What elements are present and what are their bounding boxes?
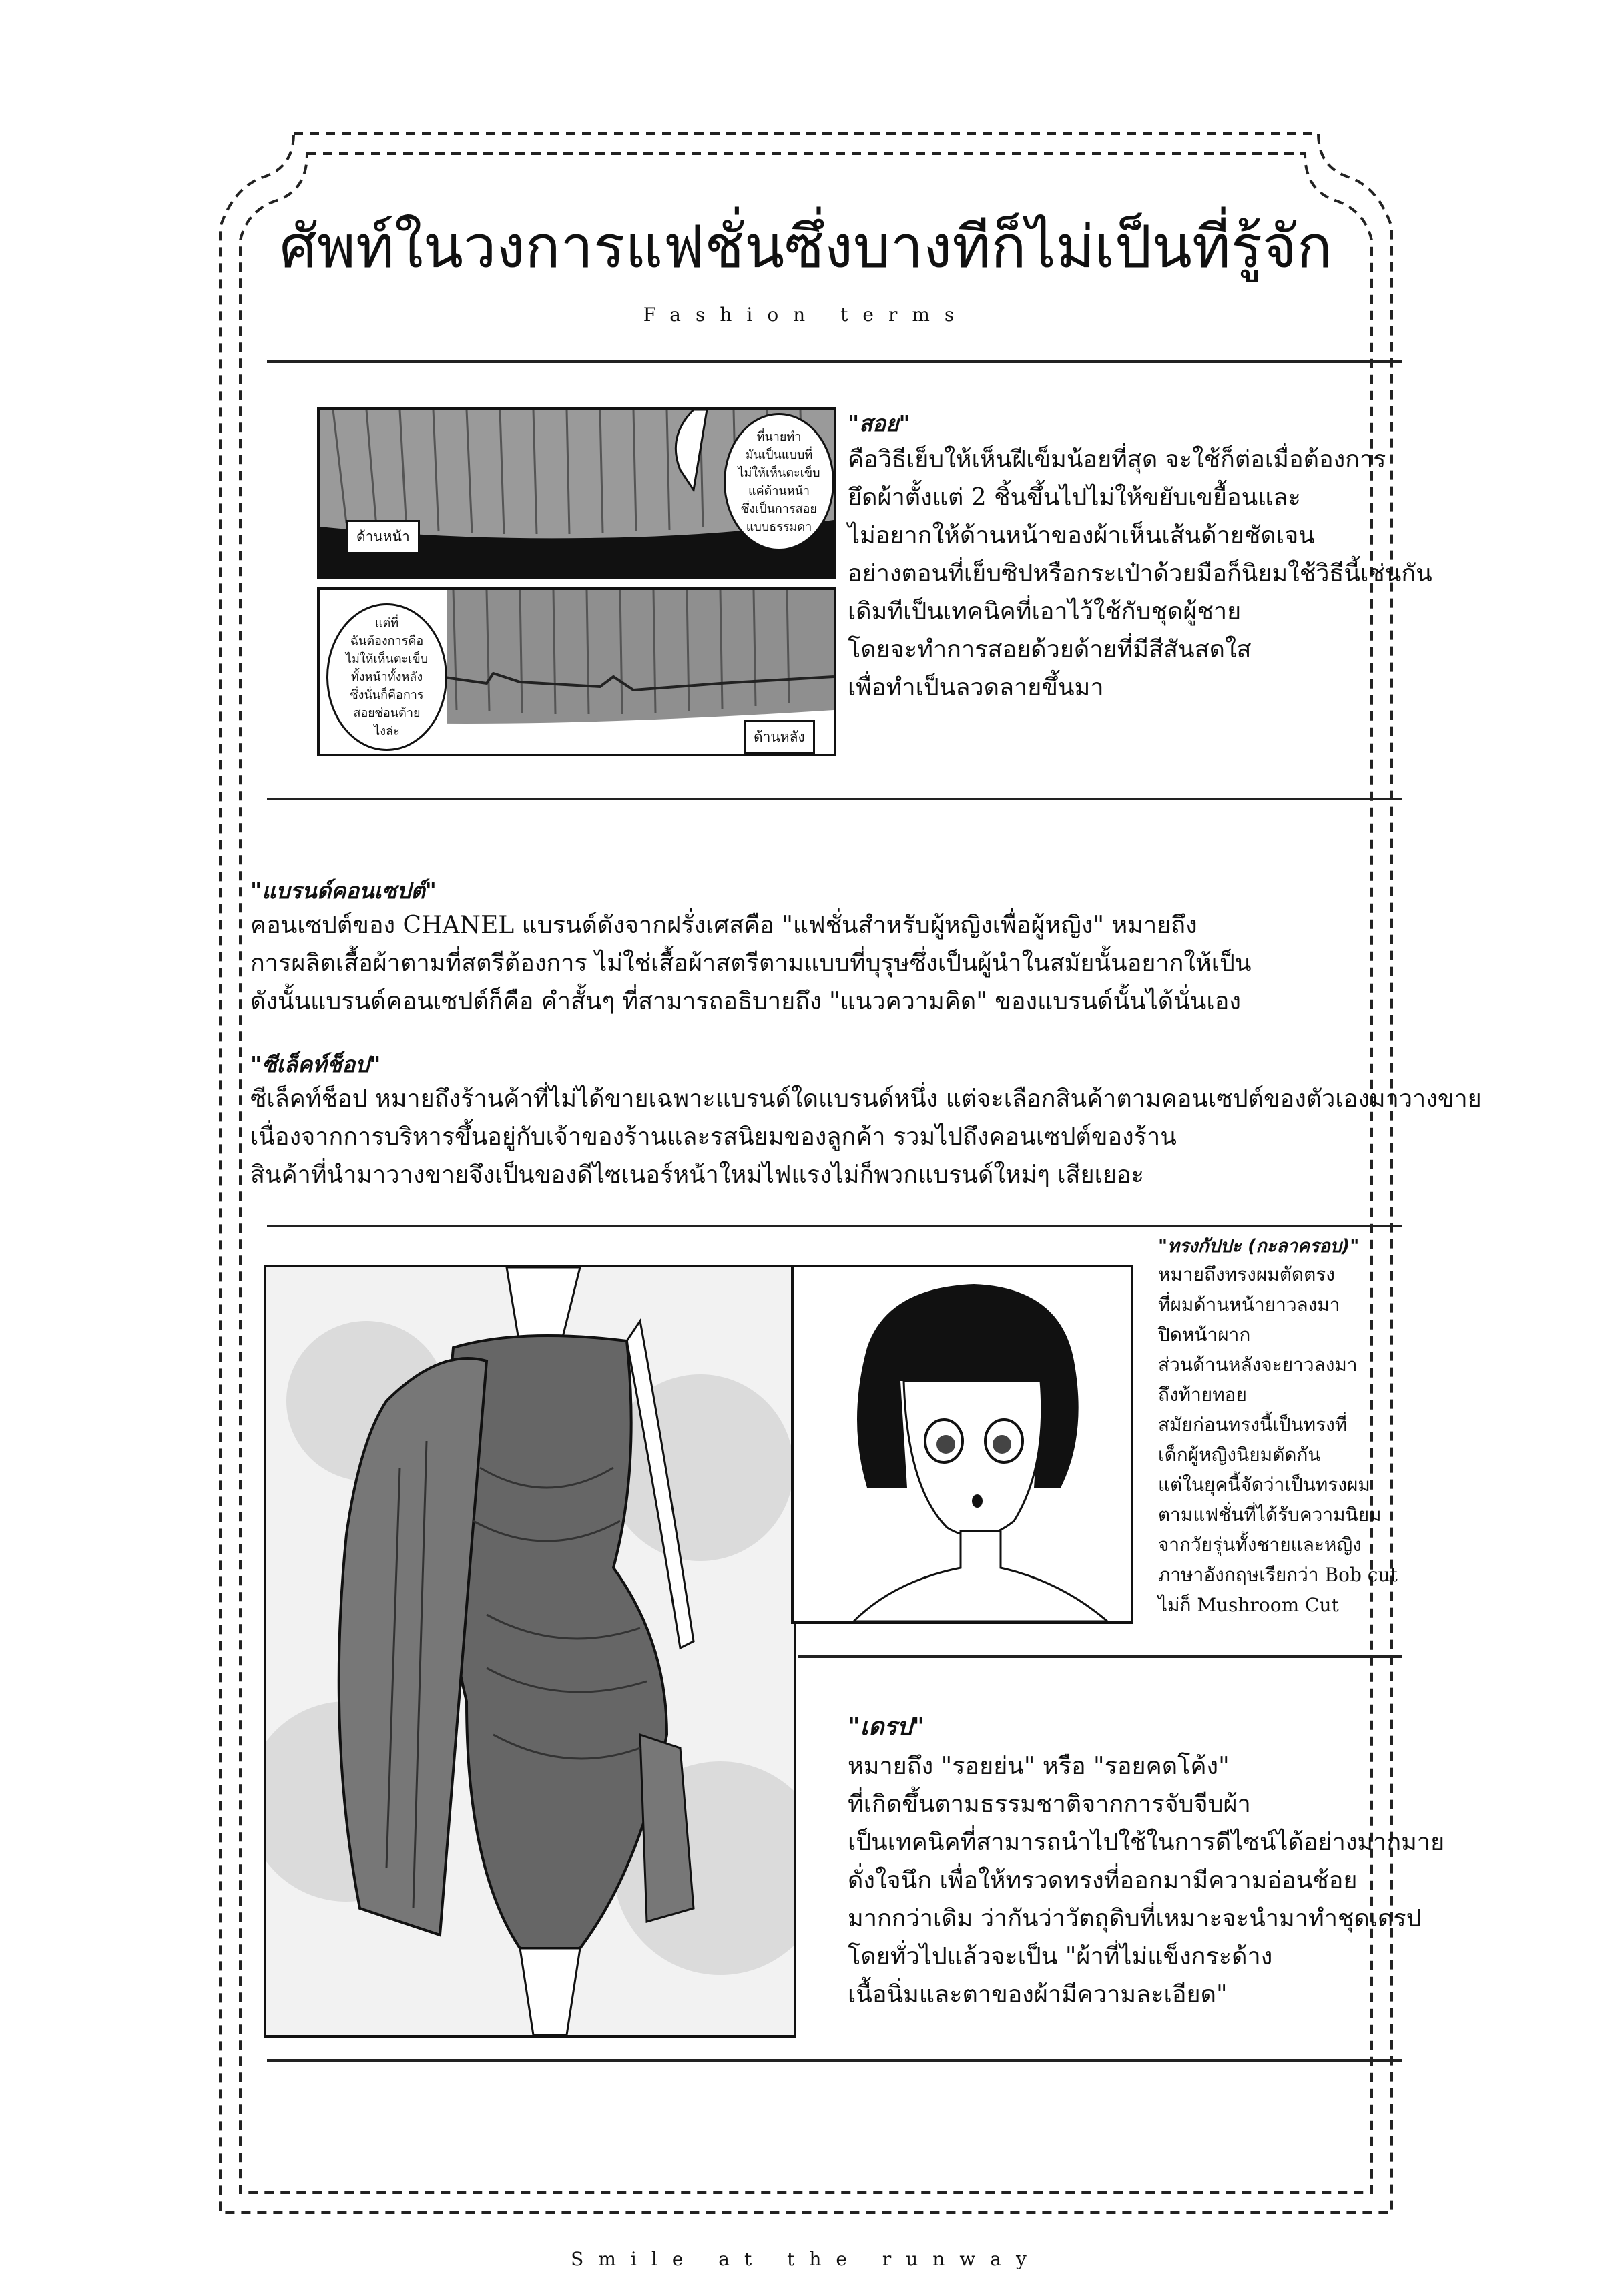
text-line: ตามแฟชั่นที่ได้รับความนิยม xyxy=(1158,1504,1382,1526)
text-line: โดยทั่วไปแล้วจะเป็น "ผ้าที่ไม่แข็งกระด้าง xyxy=(848,1943,1273,1970)
drape-dress-art xyxy=(266,1267,794,2035)
caption-front-label: ด้านหน้า xyxy=(346,520,420,554)
manga-panel-drape-dress xyxy=(264,1265,796,2038)
manga-panel-bob-cut xyxy=(791,1265,1133,1624)
term-heading-drape: "เดรป" xyxy=(848,1713,925,1741)
text-line: จากวัยรุ่นทั้งชายและหญิง xyxy=(1158,1534,1362,1556)
text-line: หมายถึง "รอยย่น" หรือ "รอยคดโค้ง" xyxy=(848,1753,1230,1780)
text-line: เพื่อทำเป็นลวดลายขึ้นมา xyxy=(848,674,1104,701)
caption-back-label: ด้านหลัง xyxy=(744,720,815,754)
term-body-bob xyxy=(1158,1259,1398,1620)
text-line: สินค้าที่นำมาวางขายจึงเป็นของดีไซเนอร์หน้าใหม่ไฟแรงไม่ก็พวกแบรนด์ใหม่ๆ เสียเยอะ xyxy=(250,1161,1144,1189)
text-line: เนื้อนิ่มและตาของผ้ามีความละเอียด" xyxy=(848,1981,1228,2008)
text-line: เด็กผู้หญิงนิยมตัดกัน xyxy=(1158,1444,1321,1466)
text-line: อย่างตอนที่เย็บซิปหรือกระเป๋าด้วยมือก็นิยมใช้วิธีนี้เช่นกัน xyxy=(848,560,1432,587)
speech-bubble: แต่ที่ ฉันต้องการคือ ไม่ให้เห็นตะเข็บ ทั้งหน้าทั้งหลัง ซึ่งนั่นก็คือการ สอยซ่อนด้าย ไงล่ะ xyxy=(326,603,447,751)
text-line: สมัยก่อนทรงนี้เป็นทรงที่ xyxy=(1158,1414,1348,1436)
page-footer: Smile at the runway xyxy=(571,2248,1041,2270)
text-line: ยึดผ้าตั้งแต่ 2 ชิ้นขึ้นไปไม่ให้ขยับเขยื้อนและ xyxy=(848,484,1301,511)
text-line: การผลิตเสื้อผ้าตามที่สตรีต้องการ ไม่ใช่เสื้อผ้าสตรีตามแบบที่บุรุษซึ่งเป็นผู้นำในสมัยนั้นอยากให้เป็น xyxy=(250,950,1252,977)
text-line: ไม่ก็ Mushroom Cut xyxy=(1158,1594,1339,1616)
text-line: เดิมทีเป็นเทคนิคที่เอาไว้ใช้กับชุดผู้ชาย xyxy=(848,598,1242,625)
term-heading-soi: "สอย" xyxy=(848,410,910,437)
text-line: ส่วนด้านหลังจะยาวลงมา xyxy=(1158,1354,1358,1376)
text-line: มากกว่าเดิม ว่ากันว่าวัตถุดิบที่เหมาะจะนำมาทำชุดเดรป xyxy=(848,1905,1422,1932)
text-line: ถึงท้ายทอย xyxy=(1158,1384,1247,1406)
divider-rule xyxy=(267,2059,1402,2062)
manga-panel-stitch-front xyxy=(317,407,836,579)
page-title: ศัพท์ในวงการแฟชั่นซึ่งบางทีก็ไม่เป็นที่รู้จัก xyxy=(280,212,1332,281)
text-line: ดั่งใจนึก เพื่อให้ทรวดทรงที่ออกมามีความอ่อนช้อย xyxy=(848,1867,1358,1894)
term-heading-bob: "ทรงกัปปะ (กะลาครอบ)" xyxy=(1158,1236,1360,1257)
text-line: ดังนั้นแบรนด์คอนเซปต์ก็คือ คำสั้นๆ ที่สามารถอธิบายถึง "แนวความคิด" ของแบรนด์นั้นได้นั่นเอง xyxy=(250,988,1241,1015)
text-line: ซีเล็คท์ช็อป หมายถึงร้านค้าที่ไม่ได้ขายเฉพาะแบรนด์ใดแบรนด์หนึ่ง แต่จะเลือกสินค้าตามคอนเซปต์ของตัวเองมาวางขาย xyxy=(250,1085,1482,1113)
text-line: โดยจะทำการสอยด้วยด้ายที่มีสีสันสดใส xyxy=(848,636,1252,663)
page-subtitle: Fashion terms xyxy=(643,304,969,326)
text-line: ปิดหน้าผาก xyxy=(1158,1324,1251,1346)
term-heading-brand-concept: "แบรนด์คอนเซปต์" xyxy=(250,878,437,904)
text-line: ไม่อยากให้ด้านหน้าของผ้าเห็นเส้นด้ายชัดเจน xyxy=(848,522,1315,549)
manga-panel-stitch-back xyxy=(317,587,836,756)
text-line: คือวิธีเย็บให้เห็นฝีเข็มน้อยที่สุด จะใช้ก็ต่อเมื่อต้องการ xyxy=(848,446,1386,473)
divider-rule xyxy=(267,360,1402,363)
divider-rule xyxy=(267,798,1402,800)
term-body-soi xyxy=(848,441,1432,707)
term-body-drape xyxy=(848,1747,1444,2014)
term-body-select-shop xyxy=(250,1080,1482,1194)
text-line: แต่ในยุคนี้จัดว่าเป็นทรงผม xyxy=(1158,1474,1370,1496)
bob-cut-girl-art xyxy=(794,1267,1131,1621)
divider-rule xyxy=(267,1225,1402,1227)
divider-rule xyxy=(798,1655,1402,1658)
text-line: เนื่องจากการบริหารขึ้นอยู่กับเจ้าของร้านและรสนิยมของลูกค้า รวมไปถึงคอนเซปต์ของร้าน xyxy=(250,1123,1177,1151)
text-line: ที่เกิดขึ้นตามธรรมชาติจากการจับจีบผ้า xyxy=(848,1791,1251,1818)
text-line: ที่ผมด้านหน้ายาวลงมา xyxy=(1158,1294,1340,1316)
text-line: หมายถึงทรงผมตัดตรง xyxy=(1158,1263,1335,1285)
text-line: ภาษาอังกฤษเรียกว่า Bob cut xyxy=(1158,1564,1398,1586)
speech-bubble: ที่นายทำ มันเป็นแบบที่ ไม่ให้เห็นตะเข็บ แค่ด้านหน้า ซึ่งเป็นการสอย แบบธรรมดา xyxy=(724,413,834,551)
text-line: คอนเซปต์ของ CHANEL แบรนด์ดังจากฝรั่งเศสคือ "แฟชั่นสำหรับผู้หญิงเพื่อผู้หญิง" หมายถึง xyxy=(250,912,1197,939)
term-heading-select-shop: "ซีเล็คท์ช็อป" xyxy=(250,1051,381,1077)
text-line: เป็นเทคนิคที่สามารถนำไปใช้ในการดีไซน์ได้อย่างมากมาย xyxy=(848,1829,1445,1856)
term-body-brand-concept xyxy=(250,906,1252,1021)
